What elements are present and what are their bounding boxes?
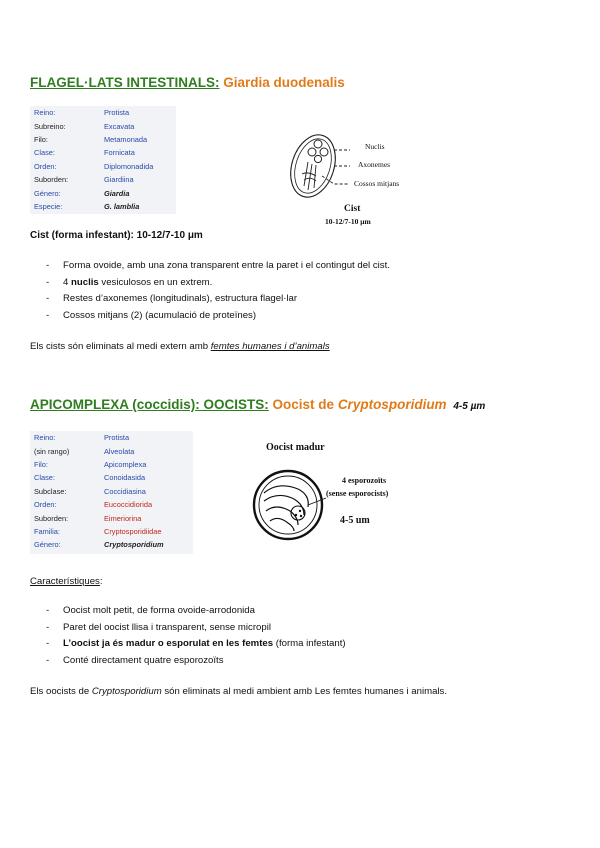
tax1-key: Filo: <box>34 134 48 144</box>
tax1-value: Diplomonadida <box>104 161 154 171</box>
oocyst-title: Oocist madur <box>266 442 325 453</box>
section2-heading-size: 4-5 µm <box>453 401 486 412</box>
label-nuclis: Nuclis <box>365 142 385 151</box>
section1-subheading: Cist (forma infestant): 10-12/7-10 μm <box>30 230 203 241</box>
tax2-value: Cryptosporidium <box>104 540 164 550</box>
section1-taxonomy-table <box>30 106 176 214</box>
oocyst-figure <box>248 440 438 550</box>
list-item: - Paret del oocist llisa i transparent, sense micropil <box>30 622 346 639</box>
tax1-key: Orden: <box>34 161 57 171</box>
tax2-key: Filo: <box>34 459 48 469</box>
tax1-value: G. lamblia <box>104 201 140 211</box>
section2-closing: Els oocists de Cryptosporidium són eliminats al medi ambient amb Les femtes humanes i animals. <box>30 686 447 697</box>
list-item: - Cossos mitjans (2) (acumulació de proteïnes) <box>30 310 390 327</box>
tax2-key: Clase: <box>34 473 55 483</box>
tax1-key: Especie: <box>34 201 63 211</box>
tax2-value: Apicomplexa <box>104 459 147 469</box>
list-item: - Forma ovoide, amb una zona transparent entre la paret i el contingut del cist. <box>30 260 390 277</box>
section2-heading-prefix: APICOMPLEXA (coccidis): OOCISTS: <box>30 397 269 412</box>
tax2-value: Cryptosporidiidae <box>104 526 162 536</box>
section1-heading <box>30 75 345 90</box>
tax1-value: Giardiina <box>104 175 134 185</box>
tax2-key: Suborden: <box>34 513 69 523</box>
caption-cist: Cist <box>344 204 361 214</box>
tax2-value: Alveolata <box>104 446 135 456</box>
tax2-key: Subclase: <box>34 486 67 496</box>
list-item: - L’oocist ja és madur o esporulat en les femtes (forma infestant) <box>30 638 346 655</box>
list-item: - 4 nuclis vesiculosos en un extrem. <box>30 277 390 294</box>
tax1-value: Protista <box>104 108 130 118</box>
tax1-key: Reino: <box>34 108 56 118</box>
oocyst-label-line1: 4 esporozoïts <box>342 476 387 485</box>
label-axonemes: Axonemes <box>358 160 391 169</box>
list-item: - Restes d’axonemes (longitudinals), estructura flagel·lar <box>30 293 390 310</box>
tax1-value: Metamonada <box>104 134 148 144</box>
section1-bullet-list <box>30 260 390 326</box>
tax2-key: Familia: <box>34 526 60 536</box>
section1-closing: Els cists són eliminats al medi extern amb femtes humanes i d’animals <box>30 341 330 352</box>
tax1-key: Género: <box>34 188 61 198</box>
tax1-key: Subreino: <box>34 121 66 131</box>
section2-heading <box>30 397 485 412</box>
tax1-value: Fornicata <box>104 148 135 158</box>
tax1-key: Clase: <box>34 148 55 158</box>
list-item: - Oocist molt petit, de forma ovoide-arrodonida <box>30 605 346 622</box>
femtes-link: femtes humanes i d’animals <box>210 341 330 352</box>
oocyst-label-line2: (sense esporocists) <box>326 489 389 498</box>
tax2-key: Orden: <box>34 500 57 510</box>
section2-taxonomy-table <box>30 431 193 554</box>
label-cossos-mitjans: Cossos mitjans <box>354 179 400 188</box>
section1-heading-prefix: FLAGEL·LATS INTESTINALS: <box>30 75 220 90</box>
section2-bullet-list <box>30 605 346 671</box>
tax2-value: Coccidiasina <box>104 486 146 496</box>
tax2-key: Reino: <box>34 433 56 443</box>
giardia-cyst-figure <box>288 128 428 228</box>
tax1-value: Excavata <box>104 121 135 131</box>
tax2-key: (sin rango) <box>34 446 70 456</box>
list-item: - Conté directament quatre esporozoïts <box>30 655 346 672</box>
section1-heading-species: Giardia duodenalis <box>223 75 345 90</box>
tax2-value: Conoidasida <box>104 473 146 483</box>
tax2-key: Género: <box>34 540 61 550</box>
section2-heading-species: Oocist de Cryptosporidium <box>272 397 447 412</box>
section2-subheading: Característiques: <box>30 576 103 587</box>
caption-cist-size: 10-12/7-10 μm <box>325 217 371 226</box>
oocyst-size: 4-5 um <box>340 515 370 526</box>
tax1-key: Suborden: <box>34 175 69 185</box>
tax2-value: Eimeriorina <box>104 513 142 523</box>
oocyst-drawing <box>250 465 330 545</box>
tax2-value: Eucoccidiorida <box>104 500 153 510</box>
tax1-value: Giardia <box>104 188 130 198</box>
tax2-value: Protista <box>104 433 130 443</box>
